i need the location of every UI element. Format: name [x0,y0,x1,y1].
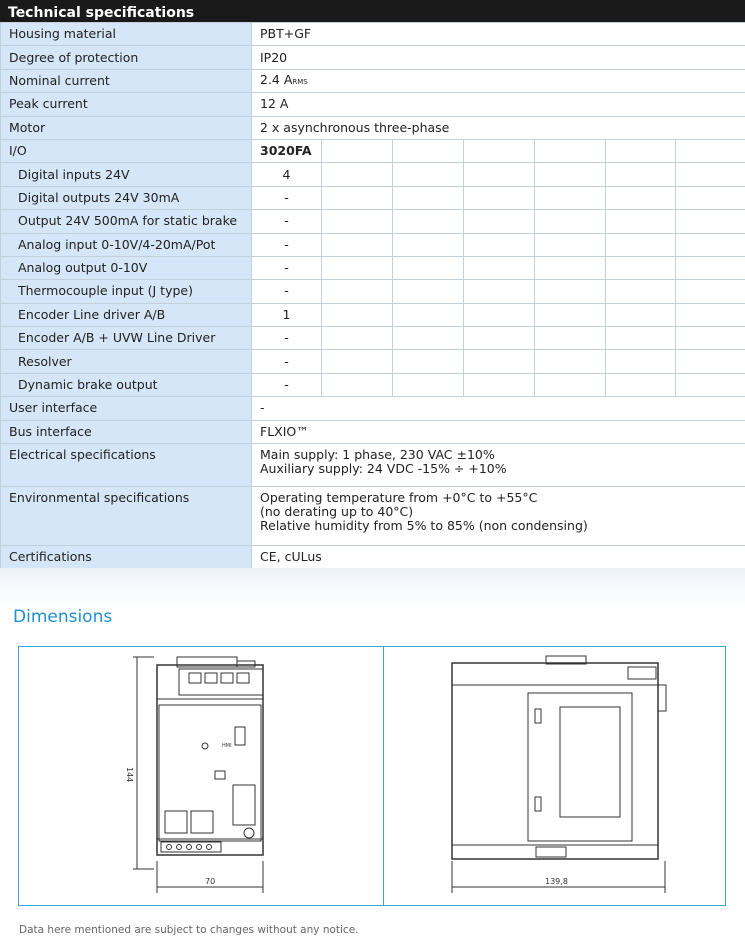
spec-label: Digital outputs 24V 30mA [1,186,252,209]
dimensions-title: Dimensions [13,607,113,627]
spec-value: - [252,280,322,303]
spec-value: CE, cULus [252,546,745,569]
spec-value: - [252,256,322,279]
spec-row-digital-outputs [1,186,745,209]
spec-row-certifications [1,546,745,569]
spec-label: Output 24V 500mA for static brake [1,210,252,233]
spec-value: 4 [252,163,322,186]
spec-label: I/O [1,139,252,162]
height-dimension-label: 144 [125,767,134,783]
spec-value [252,444,745,487]
depth-dimension-label: 139,8 [545,877,568,886]
spec-value: IP20 [252,46,745,69]
spec-label: Motor [1,116,252,139]
footer-note: Data here mentioned are subject to changes without any notice. [19,924,359,936]
spec-row-motor [1,116,745,139]
spec-value: 2 x asynchronous three-phase [252,116,745,139]
spec-row-encoder-uvw [1,327,745,350]
section-divider [0,568,745,608]
spec-value: 2.4 ARMS [252,69,745,92]
spec-line: Operating temperature from +0°C to +55°C [260,490,538,506]
spec-value: - [252,397,745,420]
spec-label: User interface [1,397,252,420]
spec-row-housing [1,23,745,46]
spec-row-thermocouple [1,280,745,303]
spec-line: Auxiliary supply: 24 VDC -15% ÷ +10% [260,461,507,477]
spec-label: Certifications [1,546,252,569]
spec-value: 12 A [252,93,745,116]
spec-row-analog-output [1,256,745,279]
spec-label: Electrical specifications [1,444,252,487]
spec-row-nominal-current [1,69,745,92]
spec-label: Housing material [1,23,252,46]
spec-label: Thermocouple input (J type) [1,280,252,303]
spec-row-user-interface [1,397,745,420]
spec-value: - [252,186,322,209]
spec-line: (no derating up to 40°C) [260,504,414,520]
spec-row-environmental [1,487,745,546]
spec-label: Peak current [1,93,252,116]
spec-row-dynamic-brake [1,373,745,396]
spec-title: Technical specifications [0,0,745,22]
spec-value: PBT+GF [252,23,745,46]
side-view [452,656,666,893]
spec-label: Resolver [1,350,252,373]
spec-value: - [252,210,322,233]
front-view [133,657,263,893]
spec-value: FLXIO™ [252,420,745,443]
spec-label: Environmental specifications [1,487,252,546]
spec-value [252,487,745,546]
rms-subscript: RMS [292,77,308,86]
dimensions-drawing-box [18,646,726,906]
spec-label: Encoder A/B + UVW Line Driver [1,327,252,350]
spec-label: Bus interface [1,420,252,443]
spec-label: Analog input 0-10V/4-20mA/Pot [1,233,252,256]
spec-row-electrical [1,444,745,487]
spec-row-peak-current [1,93,745,116]
spec-value: 1 [252,303,322,326]
spec-row-digital-inputs [1,163,745,186]
spec-label: Degree of protection [1,46,252,69]
spec-label: Nominal current [1,69,252,92]
spec-value: - [252,233,322,256]
spec-line: Main supply: 1 phase, 230 VAC ±10% [260,447,495,463]
spec-row-analog-input [1,233,745,256]
spec-table [0,22,745,569]
spec-row-resolver [1,350,745,373]
io-model: 3020FA [252,139,322,162]
spec-label: Dynamic brake output [1,373,252,396]
hmi-label: HMI [222,743,232,749]
spec-row-static-brake [1,210,745,233]
spec-value: - [252,327,322,350]
spec-label: Digital inputs 24V [1,163,252,186]
spec-row-encoder-ab [1,303,745,326]
width-dimension-label: 70 [205,877,216,886]
spec-line: Relative humidity from 5% to 85% (non condensing) [260,518,588,534]
spec-row-io [1,139,745,162]
spec-row-bus-interface [1,420,745,443]
spec-label: Analog output 0-10V [1,256,252,279]
spec-value: - [252,373,322,396]
spec-row-protection [1,46,745,69]
spec-label: Encoder Line driver A/B [1,303,252,326]
dimensions-drawing [19,647,725,905]
spec-value: - [252,350,322,373]
